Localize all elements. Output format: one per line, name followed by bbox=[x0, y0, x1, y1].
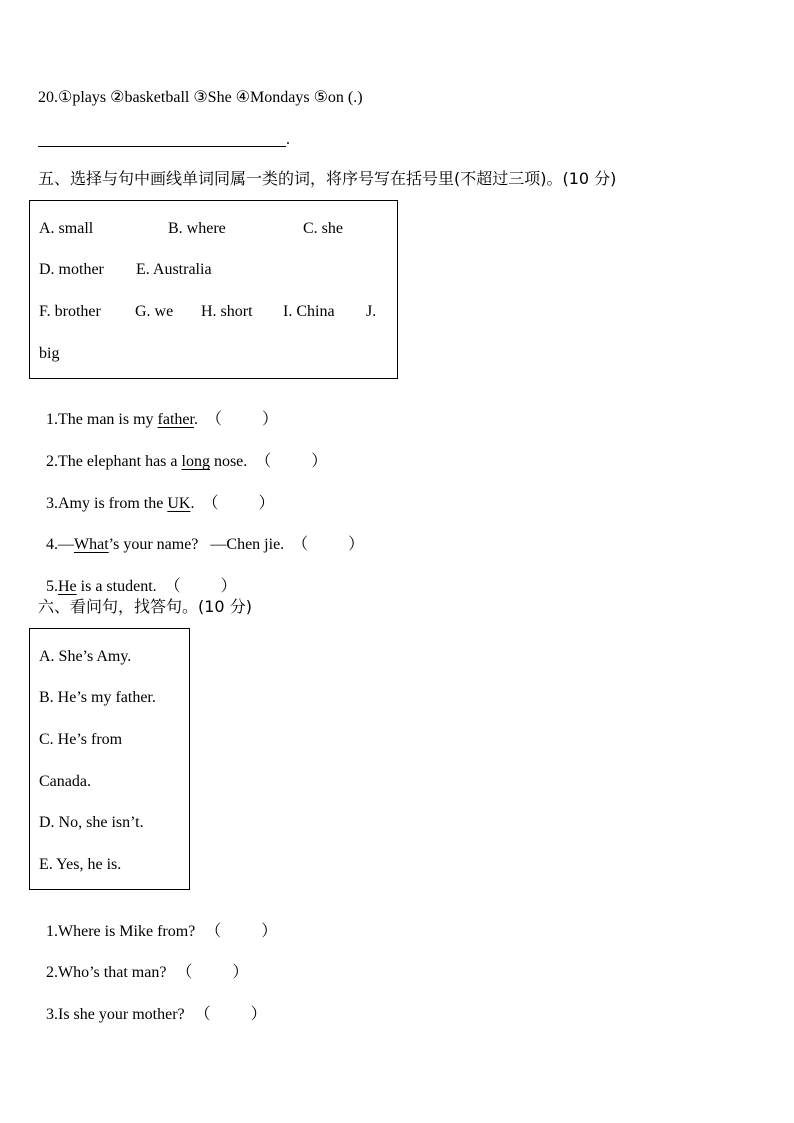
answer-option-c-continued: Canada. bbox=[39, 773, 91, 790]
answer-parentheses[interactable]: （ ） bbox=[292, 536, 365, 553]
answer-period: . bbox=[286, 131, 290, 148]
question-text: 3.Amy is from the bbox=[46, 495, 168, 512]
answer-parentheses[interactable]: （ ） bbox=[202, 495, 275, 512]
question-text: 1.The man is my bbox=[46, 411, 158, 428]
section-6-option-box bbox=[29, 628, 190, 890]
option-a: A. small bbox=[39, 220, 94, 237]
option-d: D. mother bbox=[39, 261, 104, 278]
underlined-word: father bbox=[157, 411, 194, 428]
question-20: 20.①plays ②basketball ③She ④Mondays ⑤on (.) bbox=[38, 89, 363, 106]
answer-parentheses[interactable]: （ ） bbox=[194, 1006, 267, 1023]
section-6-heading: 六、看问句，找答句。(10 分) bbox=[38, 597, 252, 616]
option-h: H. short bbox=[201, 303, 253, 320]
answer-parentheses[interactable]: （ ） bbox=[176, 964, 249, 981]
option-f: F. brother bbox=[39, 303, 101, 320]
question-text: is a student. bbox=[76, 578, 157, 595]
question-text: . bbox=[190, 495, 195, 512]
answer-option-c: C. He’s from bbox=[39, 731, 123, 748]
answer-parentheses[interactable]: （ ） bbox=[205, 923, 278, 940]
answer-option-d: D. No, she isn’t. bbox=[39, 814, 144, 831]
option-e: E. Australia bbox=[136, 261, 212, 278]
question-text: 1.Where is Mike from? bbox=[46, 923, 196, 940]
section-5-question-5 bbox=[38, 557, 237, 597]
section-6-question-3 bbox=[38, 985, 267, 1025]
answer-option-a: A. She’s Amy. bbox=[39, 648, 132, 665]
option-c: C. she bbox=[303, 220, 343, 237]
section-5-option-box bbox=[29, 200, 398, 379]
underlined-word: long bbox=[181, 453, 210, 470]
underlined-word: UK bbox=[167, 495, 191, 512]
section-6-question-1 bbox=[38, 902, 277, 942]
option-g: G. we bbox=[135, 303, 174, 320]
option-b: B. where bbox=[168, 220, 226, 237]
question-text: 5. bbox=[46, 578, 58, 595]
question-text: ’s your name? —Chen jie. bbox=[108, 536, 285, 553]
section-5-question-1 bbox=[38, 390, 278, 430]
underlined-word: He bbox=[58, 578, 77, 595]
section-5-heading: 五、选择与句中画线单词同属一类的词，将序号写在括号里(不超过三项)。(10 分) bbox=[38, 169, 617, 188]
question-text: 2.Who’s that man? bbox=[46, 964, 167, 981]
option-i: I. China bbox=[283, 303, 335, 320]
section-5-question-2 bbox=[38, 432, 327, 472]
question-text: 4.— bbox=[46, 536, 74, 553]
answer-parentheses[interactable]: （ ） bbox=[255, 453, 328, 470]
answer-option-e: E. Yes, he is. bbox=[39, 856, 122, 873]
answer-parentheses[interactable]: （ ） bbox=[205, 411, 278, 428]
section-6-question-2 bbox=[38, 943, 248, 983]
answer-blank-line[interactable] bbox=[38, 146, 286, 147]
section-5-question-4 bbox=[38, 515, 364, 555]
underlined-word: What bbox=[74, 536, 109, 553]
answer-parentheses[interactable]: （ ） bbox=[164, 578, 237, 595]
option-j-label: J. bbox=[366, 303, 377, 320]
question-text: nose. bbox=[209, 453, 248, 470]
question-text: 2.The elephant has a bbox=[46, 453, 182, 470]
question-text: . bbox=[193, 411, 198, 428]
question-text: 3.Is she your mother? bbox=[46, 1006, 185, 1023]
answer-option-b: B. He’s my father. bbox=[39, 689, 156, 706]
option-j-word: big bbox=[39, 345, 60, 362]
section-5-question-3 bbox=[38, 474, 274, 514]
